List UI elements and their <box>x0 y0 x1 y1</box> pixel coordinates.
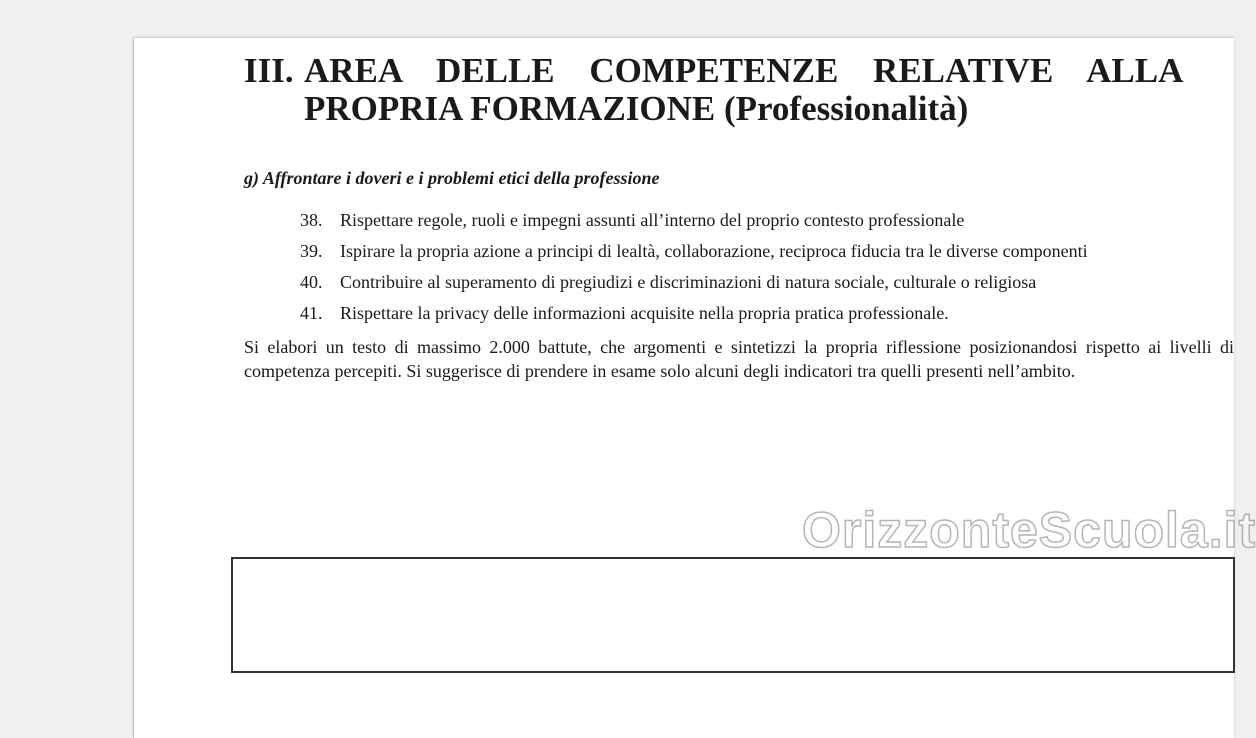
list-item <box>300 301 1234 325</box>
section-heading <box>244 52 1234 128</box>
subsection-heading: g) Affrontare i doveri e i problemi etici della professione <box>244 168 660 188</box>
item-number: 38. <box>300 210 323 230</box>
section-number: III. <box>244 51 294 90</box>
document-content <box>244 52 1234 383</box>
list-item <box>300 208 1234 232</box>
item-text: Rispettare la privacy delle informazioni acquisite nella propria pratica professionale. <box>340 303 949 323</box>
list-item <box>300 239 1234 263</box>
answer-box[interactable] <box>231 557 1235 673</box>
section-title-line-1: AREA DELLE COMPETENZE RELATIVE ALLA <box>304 51 1184 90</box>
watermark-logo: OrizzonteScuola.it <box>802 502 1256 558</box>
item-text: Rispettare regole, ruoli e impegni assunti all’interno del proprio contesto professionale <box>340 210 965 230</box>
item-number: 41. <box>300 303 323 323</box>
list-item <box>300 270 1234 294</box>
section-title-line-2: PROPRIA FORMAZIONE (Professionalità) <box>304 89 969 128</box>
item-number: 40. <box>300 272 323 292</box>
item-text: Contribuire al superamento di pregiudizi e discriminazioni di natura sociale, culturale o religiosa <box>340 272 1037 292</box>
document-page <box>133 37 1256 738</box>
indicator-list <box>244 208 1234 325</box>
item-text: Ispirare la propria azione a principi di lealtà, collaborazione, reciproca fiducia tra le diverse componenti <box>340 241 1088 261</box>
instructions-paragraph: Si elabori un testo di massimo 2.000 battute, che argomenti e sintetizzi la propria riflessione posizionandosi rispetto ai livelli di competenza percepiti. Si suggerisce di prendere in esame solo alcuni degli indicatori tra quelli presenti nell’ambito. <box>244 337 1234 381</box>
item-number: 39. <box>300 241 323 261</box>
